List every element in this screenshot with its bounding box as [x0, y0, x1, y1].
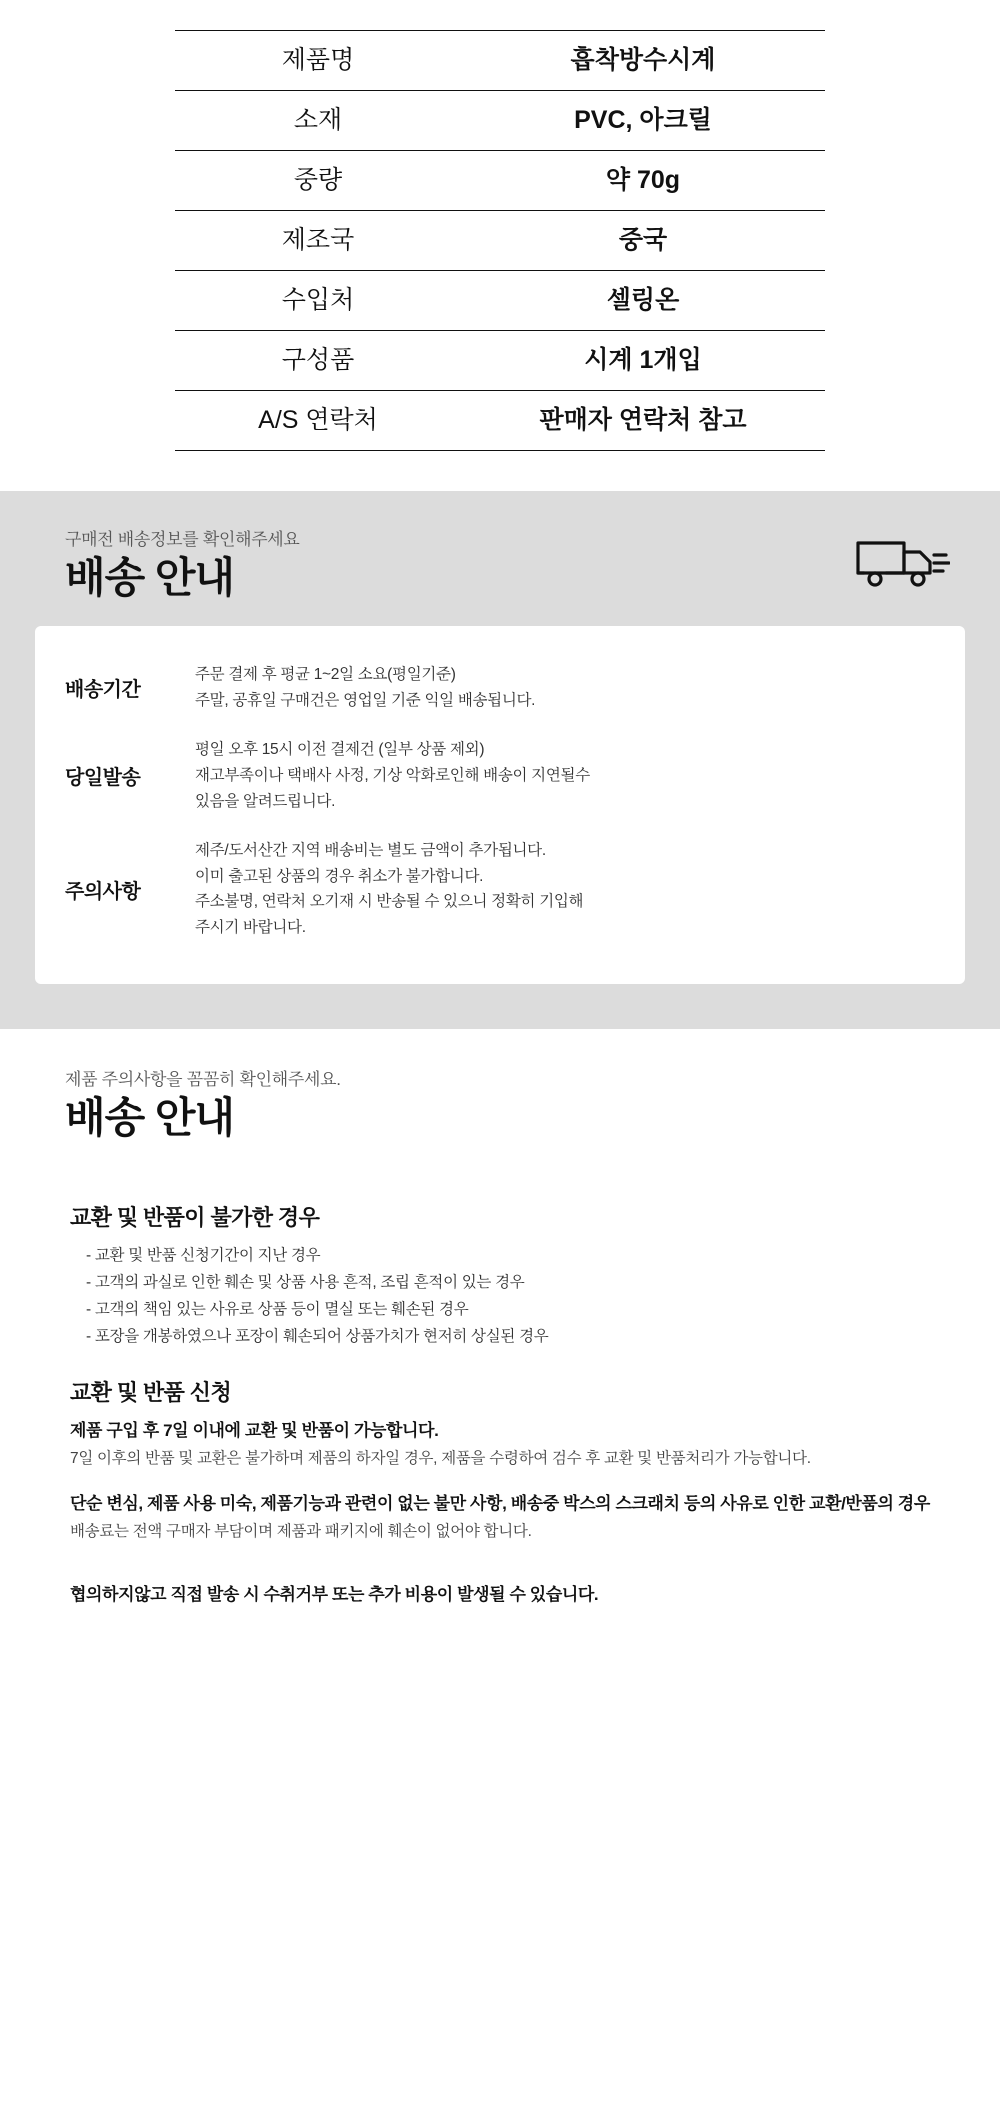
- returns-block3-strong: 단순 변심, 제품 사용 미숙, 제품기능과 관련이 없는 불만 사항, 배송중 박스의 스크래치 등의 사유로 인한 교환/반품의 경우: [70, 1493, 930, 1513]
- delivery-row-notice: [65, 828, 935, 954]
- delivery-card: [35, 626, 965, 984]
- delivery-row-label: 당일발송: [65, 767, 141, 790]
- returns-section: [0, 1029, 1000, 1683]
- spec-label: A/S 연락처: [258, 406, 378, 434]
- delivery-row-line: 주문 결제 후 평균 1~2일 소요(평일기준): [195, 666, 456, 684]
- returns-card: [35, 1167, 965, 1644]
- table-row: [175, 331, 825, 391]
- returns-block4-strong: 협의하지않고 직접 발송 시 수취거부 또는 추가 비용이 발생될 수 있습니다.: [70, 1584, 599, 1604]
- delivery-row-line: 제주/도서산간 지역 배송비는 별도 금액이 추가됩니다.: [195, 842, 546, 860]
- returns-block2-title: 교환 및 반품 신청: [70, 1380, 232, 1406]
- delivery-row-period: [65, 652, 935, 727]
- spec-label: 중량: [293, 166, 343, 194]
- returns-title: 배송 안내: [65, 1094, 234, 1142]
- delivery-row-label: 주의사항: [65, 880, 141, 903]
- returns-block2-strong: 제품 구입 후 7일 이내에 교환 및 반품이 가능합니다.: [70, 1421, 439, 1441]
- list-item: - 교환 및 반품 신청기간이 지난 경우: [86, 1246, 321, 1264]
- list-item: - 고객의 책임 있는 사유로 상품 등이 멸실 또는 훼손된 경우: [86, 1300, 469, 1318]
- returns-block1-list: [86, 1242, 930, 1351]
- spec-value: PVC, 아크릴: [574, 106, 712, 134]
- delivery-row-body: [195, 662, 935, 713]
- delivery-row-sameday: [65, 727, 935, 828]
- spec-label: 구성품: [281, 346, 355, 374]
- list-item: - 포장을 개봉하였으나 포장이 훼손되어 상품가치가 현저히 상실된 경우: [86, 1328, 549, 1346]
- spec-label: 제조국: [281, 226, 355, 254]
- delivery-row-line: 평일 오후 15시 이전 결제건 (일부 상품 제외): [195, 741, 485, 759]
- table-row: [175, 271, 825, 331]
- returns-block3-para: 배송료는 전액 구매자 부담이며 제품과 패키지에 훼손이 없어야 합니다.: [70, 1523, 532, 1541]
- spec-label: 제품명: [281, 46, 355, 74]
- spec-value: 시계 1개입: [584, 346, 702, 374]
- delivery-row-body: [195, 838, 935, 940]
- returns-block2-para: 7일 이후의 반품 및 교환은 불가하며 제품의 하자일 경우, 제품을 수령하여 검수 후 교환 및 반품처리가 가능합니다.: [70, 1450, 811, 1468]
- spec-table: [175, 30, 825, 451]
- returns-subtitle: 제품 주의사항을 꼼꼼히 확인해주세요.: [65, 1070, 341, 1090]
- delivery-row-body: [195, 737, 935, 814]
- spec-value: 흡착방수시계: [570, 46, 716, 74]
- delivery-section: [0, 491, 1000, 1029]
- delivery-truck-icon: [850, 533, 950, 598]
- returns-header: [35, 1065, 965, 1154]
- spec-section: [0, 0, 1000, 491]
- delivery-header: [35, 525, 965, 614]
- delivery-row-label: 배송기간: [65, 679, 141, 702]
- table-row: [175, 91, 825, 151]
- table-row: [175, 391, 825, 451]
- table-row: [175, 211, 825, 271]
- spacer: [70, 1563, 930, 1577]
- table-row: [175, 31, 825, 91]
- delivery-row-line: 주말, 공휴일 구매건은 영업일 기준 익일 배송됩니다.: [195, 691, 536, 709]
- delivery-subtitle: 구매전 배송정보를 확인해주세요: [65, 530, 300, 549]
- delivery-title: 배송 안내: [65, 554, 234, 601]
- returns-block1-title: 교환 및 반품이 불가한 경우: [70, 1204, 320, 1230]
- spec-value: 셀링온: [606, 286, 680, 314]
- spec-value: 약 70g: [605, 166, 681, 194]
- list-item: - 고객의 과실로 인한 훼손 및 상품 사용 흔적, 조립 흔적이 있는 경우: [86, 1273, 525, 1291]
- delivery-row-line: 있음을 알려드립니다.: [195, 792, 336, 810]
- delivery-row-line: 주시기 바랍니다.: [195, 918, 306, 936]
- table-row: [175, 151, 825, 211]
- delivery-row-line: 재고부족이나 택배사 사정, 기상 악화로인해 배송이 지연될수: [195, 766, 590, 784]
- spec-label: 소재: [293, 106, 343, 134]
- delivery-row-line: 주소불명, 연락처 오기재 시 반송될 수 있으니 정확히 기입해: [195, 893, 584, 911]
- spec-value: 판매자 연락처 참고: [539, 406, 747, 434]
- spec-label: 수입처: [281, 286, 355, 314]
- spec-value: 중국: [618, 226, 668, 254]
- delivery-row-line: 이미 출고된 상품의 경우 취소가 불가합니다.: [195, 867, 484, 885]
